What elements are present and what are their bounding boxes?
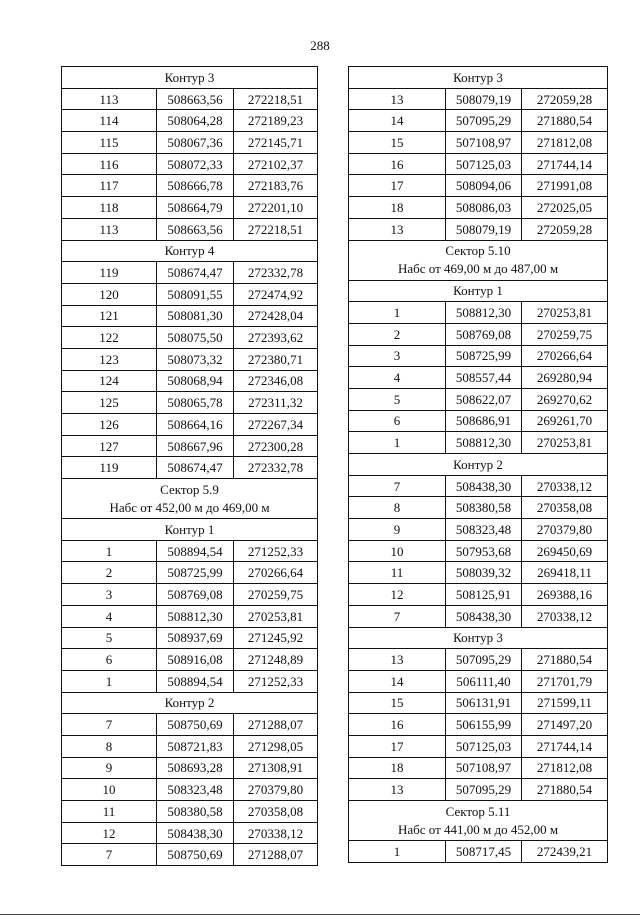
- contour-title: Контур 2: [62, 692, 318, 714]
- table-row: [62, 370, 318, 392]
- x-coordinate-cell: 508894,54: [157, 670, 234, 692]
- x-coordinate-cell: 508380,58: [157, 801, 234, 823]
- y-coordinate-cell: 272439,21: [522, 841, 608, 863]
- y-coordinate-cell: 270266,64: [522, 345, 608, 367]
- y-coordinate-cell: 272218,51: [234, 88, 318, 110]
- x-coordinate-cell: 508674,47: [157, 457, 234, 479]
- table-row: [62, 327, 318, 349]
- point-number-cell: 119: [62, 457, 157, 479]
- point-number-cell: 1: [349, 302, 446, 324]
- point-number-cell: 10: [349, 540, 446, 562]
- point-number-cell: 1: [62, 540, 157, 562]
- table-row: [62, 132, 318, 154]
- point-number-cell: 114: [62, 110, 157, 132]
- y-coordinate-cell: 269270,62: [522, 388, 608, 410]
- table-row: [349, 475, 608, 497]
- y-coordinate-cell: 272059,28: [522, 218, 608, 240]
- x-coordinate-cell: 508894,54: [157, 540, 234, 562]
- table-row: [349, 410, 608, 432]
- y-coordinate-cell: 272332,78: [234, 262, 318, 284]
- sector-height-range: Набс от 469,00 м до 487,00 м: [397, 261, 559, 276]
- x-coordinate-cell: 508664,16: [157, 414, 234, 436]
- table-row: [62, 435, 318, 457]
- point-number-cell: 8: [349, 497, 446, 519]
- x-coordinate-cell: 506111,40: [446, 670, 522, 692]
- point-number-cell: 13: [349, 779, 446, 801]
- y-coordinate-cell: 272218,51: [234, 218, 318, 240]
- y-coordinate-cell: 271880,54: [522, 779, 608, 801]
- table-row: [62, 88, 318, 110]
- x-coordinate-cell: 508725,99: [446, 345, 522, 367]
- y-coordinate-cell: 269450,69: [522, 540, 608, 562]
- x-coordinate-cell: 508067,36: [157, 132, 234, 154]
- x-coordinate-cell: 508075,50: [157, 327, 234, 349]
- y-coordinate-cell: 271252,33: [234, 540, 318, 562]
- x-coordinate-cell: 508664,79: [157, 197, 234, 219]
- table-row: [349, 735, 608, 757]
- x-coordinate-cell: 507953,68: [446, 540, 522, 562]
- x-coordinate-cell: 508663,56: [157, 88, 234, 110]
- sector-header-row: [349, 240, 608, 280]
- point-number-cell: 8: [62, 735, 157, 757]
- point-number-cell: 124: [62, 370, 157, 392]
- point-number-cell: 15: [349, 132, 446, 154]
- point-number-cell: 3: [62, 584, 157, 606]
- y-coordinate-cell: 270253,81: [234, 605, 318, 627]
- y-coordinate-cell: 272311,32: [234, 392, 318, 414]
- y-coordinate-cell: 269261,70: [522, 410, 608, 432]
- y-coordinate-cell: 272393,62: [234, 327, 318, 349]
- x-coordinate-cell: 508812,30: [446, 432, 522, 454]
- x-coordinate-cell: 508769,08: [157, 584, 234, 606]
- sector-title: Сектор 5.10: [445, 243, 511, 259]
- x-coordinate-cell: 508663,56: [157, 218, 234, 240]
- table-row: [62, 218, 318, 240]
- y-coordinate-cell: 271812,08: [522, 757, 608, 779]
- sector-header-cell: [62, 479, 318, 519]
- table-row: [62, 175, 318, 197]
- y-coordinate-cell: 270338,12: [234, 822, 318, 844]
- point-number-cell: 18: [349, 757, 446, 779]
- x-coordinate-cell: 508693,28: [157, 757, 234, 779]
- point-number-cell: 4: [349, 367, 446, 389]
- contour-title: Контур 2: [349, 454, 608, 476]
- table-row: [349, 584, 608, 606]
- contour-header-row: [349, 627, 608, 649]
- table-row: [349, 132, 608, 154]
- point-number-cell: 4: [62, 605, 157, 627]
- x-coordinate-cell: 508323,48: [446, 519, 522, 541]
- x-coordinate-cell: 508094,06: [446, 175, 522, 197]
- contour-header-row: [62, 519, 318, 541]
- table-row: [349, 757, 608, 779]
- point-number-cell: 115: [62, 132, 157, 154]
- table-row: [62, 605, 318, 627]
- table-row: [349, 388, 608, 410]
- table-row: [62, 844, 318, 866]
- table-row: [62, 262, 318, 284]
- x-coordinate-cell: 507125,03: [446, 735, 522, 757]
- x-coordinate-cell: 508064,28: [157, 110, 234, 132]
- y-coordinate-cell: 271744,14: [522, 153, 608, 175]
- y-coordinate-cell: 271701,79: [522, 670, 608, 692]
- sector-height-range: Набс от 452,00 м до 469,00 м: [109, 499, 270, 515]
- point-number-cell: 6: [349, 410, 446, 432]
- y-coordinate-cell: 271497,20: [522, 714, 608, 736]
- point-number-cell: 125: [62, 392, 157, 414]
- x-coordinate-cell: 508750,69: [157, 714, 234, 736]
- table-row: [349, 605, 608, 627]
- y-coordinate-cell: 270338,12: [522, 475, 608, 497]
- y-coordinate-cell: 269418,11: [522, 562, 608, 584]
- y-coordinate-cell: 270379,80: [234, 779, 318, 801]
- point-number-cell: 120: [62, 283, 157, 305]
- table-row: [62, 822, 318, 844]
- x-coordinate-cell: 508721,83: [157, 735, 234, 757]
- table-row: [62, 670, 318, 692]
- table-row: [62, 457, 318, 479]
- y-coordinate-cell: 271880,54: [522, 649, 608, 671]
- contour-title: Контур 1: [62, 519, 318, 541]
- point-number-cell: 17: [349, 735, 446, 757]
- x-coordinate-cell: 508065,78: [157, 392, 234, 414]
- y-coordinate-cell: 272102,37: [234, 153, 318, 175]
- point-number-cell: 11: [349, 562, 446, 584]
- table-row: [62, 540, 318, 562]
- table-row: [349, 649, 608, 671]
- table-row: [349, 432, 608, 454]
- x-coordinate-cell: 507095,29: [446, 110, 522, 132]
- x-coordinate-cell: 508812,30: [157, 605, 234, 627]
- y-coordinate-cell: 272346,08: [234, 370, 318, 392]
- x-coordinate-cell: 508073,32: [157, 348, 234, 370]
- point-number-cell: 18: [349, 197, 446, 219]
- y-coordinate-cell: 271991,08: [522, 175, 608, 197]
- point-number-cell: 1: [62, 670, 157, 692]
- x-coordinate-cell: 508622,07: [446, 388, 522, 410]
- point-number-cell: 2: [349, 323, 446, 345]
- y-coordinate-cell: 271599,11: [522, 692, 608, 714]
- point-number-cell: 13: [349, 88, 446, 110]
- x-coordinate-cell: 508667,96: [157, 435, 234, 457]
- point-number-cell: 123: [62, 348, 157, 370]
- point-number-cell: 7: [62, 844, 157, 866]
- contour-title: Контур 3: [62, 67, 318, 89]
- point-number-cell: 3: [349, 345, 446, 367]
- x-coordinate-cell: 508068,94: [157, 370, 234, 392]
- y-coordinate-cell: 272145,71: [234, 132, 318, 154]
- x-coordinate-cell: 508039,32: [446, 562, 522, 584]
- table-row: [62, 757, 318, 779]
- y-coordinate-cell: 270266,64: [234, 562, 318, 584]
- table-row: [349, 175, 608, 197]
- bottom-border-line: [0, 914, 640, 915]
- point-number-cell: 5: [349, 388, 446, 410]
- y-coordinate-cell: 271288,07: [234, 844, 318, 866]
- point-number-cell: 13: [349, 218, 446, 240]
- table-row: [62, 283, 318, 305]
- point-number-cell: 17: [349, 175, 446, 197]
- point-number-cell: 121: [62, 305, 157, 327]
- point-number-cell: 10: [62, 779, 157, 801]
- table-row: [349, 692, 608, 714]
- y-coordinate-cell: 271288,07: [234, 714, 318, 736]
- point-number-cell: 117: [62, 175, 157, 197]
- point-number-cell: 113: [62, 88, 157, 110]
- contour-title: Контур 3: [349, 627, 608, 649]
- point-number-cell: 126: [62, 414, 157, 436]
- y-coordinate-cell: 271308,91: [234, 757, 318, 779]
- table-row: [349, 841, 608, 863]
- table-row: [62, 801, 318, 823]
- y-coordinate-cell: 270259,75: [234, 584, 318, 606]
- x-coordinate-cell: 508072,33: [157, 153, 234, 175]
- contour-title: Контур 1: [349, 280, 608, 302]
- point-number-cell: 16: [349, 153, 446, 175]
- point-number-cell: 9: [62, 757, 157, 779]
- x-coordinate-cell: 508674,47: [157, 262, 234, 284]
- y-coordinate-cell: 270259,75: [522, 323, 608, 345]
- sector-header-row: [62, 479, 318, 519]
- x-coordinate-cell: 508937,69: [157, 627, 234, 649]
- table-row: [62, 305, 318, 327]
- point-number-cell: 122: [62, 327, 157, 349]
- y-coordinate-cell: 271248,89: [234, 649, 318, 671]
- x-coordinate-cell: 508557,44: [446, 367, 522, 389]
- table-row: [349, 197, 608, 219]
- point-number-cell: 7: [349, 475, 446, 497]
- x-coordinate-cell: 507095,29: [446, 649, 522, 671]
- table-row: [62, 627, 318, 649]
- point-number-cell: 113: [62, 218, 157, 240]
- point-number-cell: 12: [62, 822, 157, 844]
- point-number-cell: 15: [349, 692, 446, 714]
- point-number-cell: 7: [62, 714, 157, 736]
- table-row: [349, 323, 608, 345]
- table-row: [349, 367, 608, 389]
- y-coordinate-cell: 271245,92: [234, 627, 318, 649]
- y-coordinate-cell: 270379,80: [522, 519, 608, 541]
- point-number-cell: 127: [62, 435, 157, 457]
- point-number-cell: 9: [349, 519, 446, 541]
- point-number-cell: 5: [62, 627, 157, 649]
- x-coordinate-cell: 508686,91: [446, 410, 522, 432]
- table-row: [62, 197, 318, 219]
- y-coordinate-cell: 270253,81: [522, 432, 608, 454]
- y-coordinate-cell: 269388,16: [522, 584, 608, 606]
- table-row: [62, 779, 318, 801]
- table-row: [62, 714, 318, 736]
- x-coordinate-cell: 506131,91: [446, 692, 522, 714]
- y-coordinate-cell: 270253,81: [522, 302, 608, 324]
- x-coordinate-cell: 508125,91: [446, 584, 522, 606]
- x-coordinate-cell: 508091,55: [157, 283, 234, 305]
- y-coordinate-cell: 271812,08: [522, 132, 608, 154]
- point-number-cell: 11: [62, 801, 157, 823]
- table-row: [349, 153, 608, 175]
- x-coordinate-cell: 507125,03: [446, 153, 522, 175]
- y-coordinate-cell: 269280,94: [522, 367, 608, 389]
- table-row: [62, 348, 318, 370]
- point-number-cell: 116: [62, 153, 157, 175]
- x-coordinate-cell: 508323,48: [157, 779, 234, 801]
- contour-header-row: [62, 67, 318, 89]
- contour-title: Контур 4: [62, 240, 318, 262]
- x-coordinate-cell: 507095,29: [446, 779, 522, 801]
- table-row: [349, 88, 608, 110]
- table-row: [349, 714, 608, 736]
- sector-height-range: Набс от 441,00 м до 452,00 м: [397, 821, 559, 837]
- y-coordinate-cell: 271298,05: [234, 735, 318, 757]
- x-coordinate-cell: 508079,19: [446, 88, 522, 110]
- sector-header-row: [349, 801, 608, 841]
- y-coordinate-cell: 272189,23: [234, 110, 318, 132]
- x-coordinate-cell: 508750,69: [157, 844, 234, 866]
- table-row: [62, 110, 318, 132]
- sector-title: Сектор 5.9: [160, 482, 219, 498]
- table-row: [349, 110, 608, 132]
- x-coordinate-cell: 506155,99: [446, 714, 522, 736]
- sector-header-cell: [349, 801, 608, 841]
- y-coordinate-cell: 271252,33: [234, 670, 318, 692]
- x-coordinate-cell: 508380,58: [446, 497, 522, 519]
- point-number-cell: 1: [349, 841, 446, 863]
- table-row: [62, 562, 318, 584]
- y-coordinate-cell: 272201,10: [234, 197, 318, 219]
- x-coordinate-cell: 507108,97: [446, 757, 522, 779]
- contour-header-row: [62, 240, 318, 262]
- y-coordinate-cell: 272267,34: [234, 414, 318, 436]
- point-number-cell: 1: [349, 432, 446, 454]
- y-coordinate-cell: 272428,04: [234, 305, 318, 327]
- point-number-cell: 6: [62, 649, 157, 671]
- contour-header-row: [349, 454, 608, 476]
- table-row: [62, 392, 318, 414]
- y-coordinate-cell: 270358,08: [522, 497, 608, 519]
- table-row: [349, 562, 608, 584]
- x-coordinate-cell: 508725,99: [157, 562, 234, 584]
- x-coordinate-cell: 507108,97: [446, 132, 522, 154]
- sector-title: Сектор 5.11: [445, 803, 511, 819]
- table-row: [349, 302, 608, 324]
- coordinates-table-left: [61, 66, 318, 866]
- table-row: [62, 153, 318, 175]
- x-coordinate-cell: 508916,08: [157, 649, 234, 671]
- x-coordinate-cell: 508086,03: [446, 197, 522, 219]
- contour-header-row: [349, 67, 608, 89]
- x-coordinate-cell: 508717,45: [446, 841, 522, 863]
- table-row: [62, 735, 318, 757]
- table-row: [349, 540, 608, 562]
- table-row: [349, 345, 608, 367]
- point-number-cell: 16: [349, 714, 446, 736]
- x-coordinate-cell: 508769,08: [446, 323, 522, 345]
- y-coordinate-cell: 270338,12: [522, 605, 608, 627]
- table-row: [62, 649, 318, 671]
- x-coordinate-cell: 508438,30: [446, 475, 522, 497]
- point-number-cell: 13: [349, 649, 446, 671]
- contour-header-row: [62, 692, 318, 714]
- y-coordinate-cell: 272380,71: [234, 348, 318, 370]
- point-number-cell: 14: [349, 110, 446, 132]
- y-coordinate-cell: 272059,28: [522, 88, 608, 110]
- sector-header-cell: [349, 240, 608, 280]
- x-coordinate-cell: 508438,30: [157, 822, 234, 844]
- x-coordinate-cell: 508081,30: [157, 305, 234, 327]
- table-row: [349, 218, 608, 240]
- y-coordinate-cell: 272300,28: [234, 435, 318, 457]
- table-row: [349, 519, 608, 541]
- x-coordinate-cell: 508666,78: [157, 175, 234, 197]
- y-coordinate-cell: 272474,92: [234, 283, 318, 305]
- coordinates-table-right: [348, 66, 608, 863]
- x-coordinate-cell: 508079,19: [446, 218, 522, 240]
- y-coordinate-cell: 271880,54: [522, 110, 608, 132]
- table-row: [349, 779, 608, 801]
- point-number-cell: 14: [349, 670, 446, 692]
- contour-title: Контур 3: [349, 67, 608, 89]
- table-row: [349, 670, 608, 692]
- x-coordinate-cell: 508438,30: [446, 605, 522, 627]
- y-coordinate-cell: 271744,14: [522, 735, 608, 757]
- y-coordinate-cell: 270358,08: [234, 801, 318, 823]
- table-row: [349, 497, 608, 519]
- page-number: 288: [310, 38, 330, 53]
- point-number-cell: 12: [349, 584, 446, 606]
- table-row: [62, 414, 318, 436]
- table-row: [62, 584, 318, 606]
- y-coordinate-cell: 272183,76: [234, 175, 318, 197]
- y-coordinate-cell: 272332,78: [234, 457, 318, 479]
- point-number-cell: 119: [62, 262, 157, 284]
- point-number-cell: 2: [62, 562, 157, 584]
- x-coordinate-cell: 508812,30: [446, 302, 522, 324]
- point-number-cell: 7: [349, 605, 446, 627]
- point-number-cell: 118: [62, 197, 157, 219]
- y-coordinate-cell: 272025,05: [522, 197, 608, 219]
- contour-header-row: [349, 280, 608, 302]
